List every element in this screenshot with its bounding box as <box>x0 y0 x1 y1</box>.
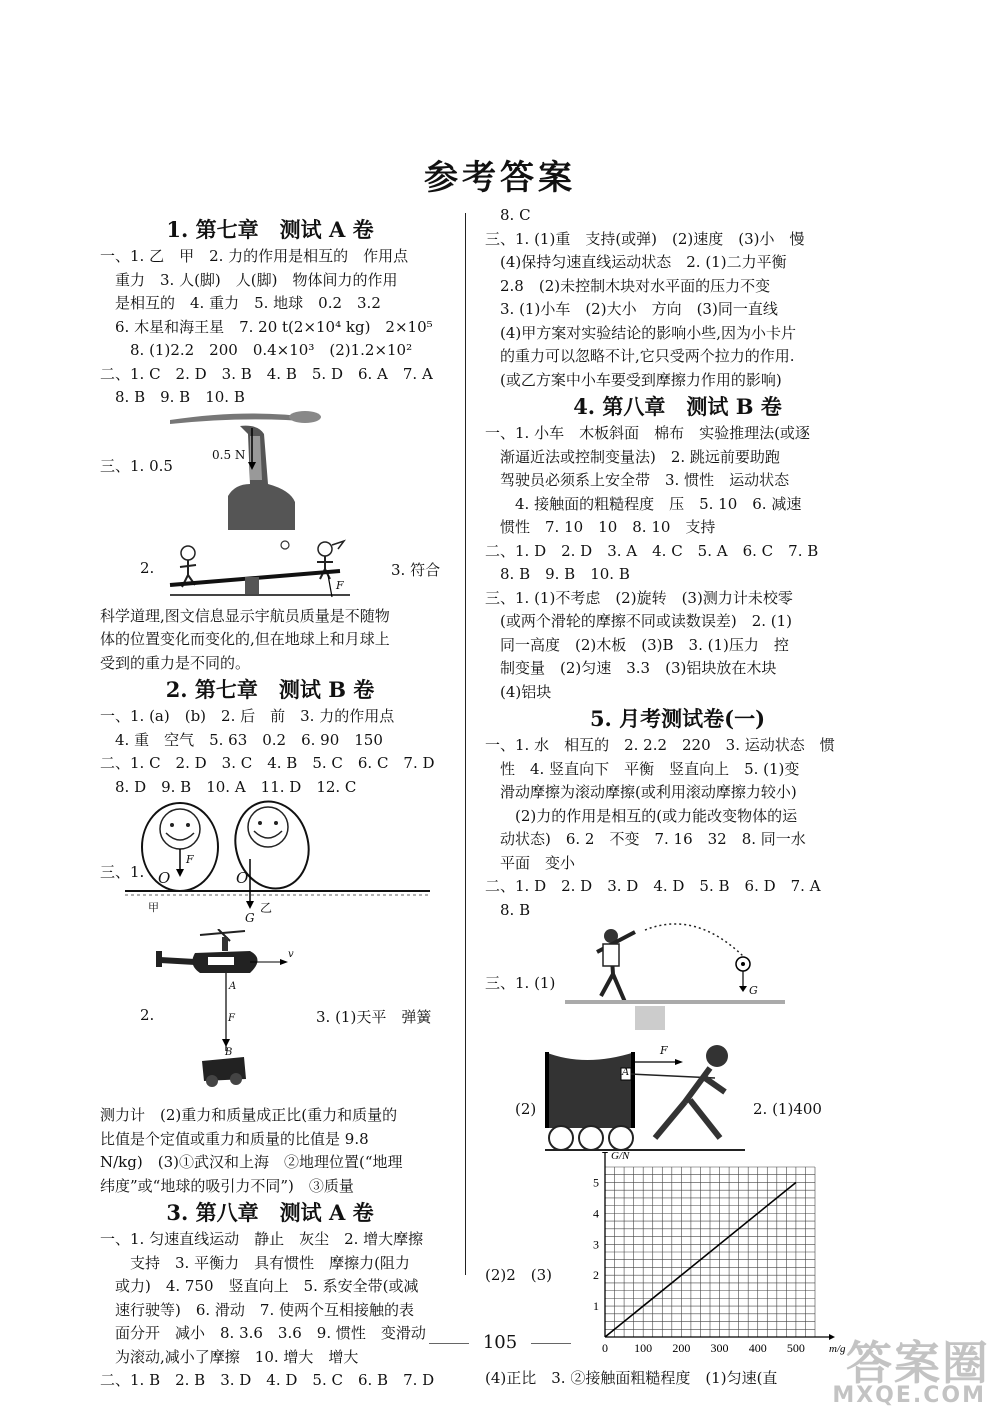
figure-label: 三、1. 0.5 <box>100 456 173 475</box>
answer-line: 的重力可以忽略不计,它只受两个拉力的作用. <box>485 347 795 365</box>
watermark-sub: MXQE.COM <box>832 1383 986 1408</box>
answer-line: 科学道理,图文信息显示宇航员质量是不随物 <box>100 606 390 625</box>
answer-line: 二、1. B 2. B 3. D 4. D 5. C 6. B 7. D <box>100 1371 435 1389</box>
answer-line: 平面 变小 <box>485 853 576 872</box>
answer-line: 8. B 9. B 10. B <box>100 388 245 406</box>
y-tick-label: 4 <box>593 1206 599 1221</box>
answer-line: 制变量 (2)匀速 3.3 (3)铝块放在木块 <box>485 659 777 677</box>
answer-line: 8. B <box>485 900 531 919</box>
y-tick-label: 1 <box>593 1299 599 1314</box>
answer-line: 体的位置变化而变化的,但在地球上和月球上 <box>100 630 390 648</box>
velocity-label: v <box>288 949 294 960</box>
x-tick-label: 400 <box>748 1341 767 1355</box>
answer-line: 纬度”或“地球的吸引力不同”) ③质量 <box>100 1176 354 1195</box>
answer-line: 8. B 9. B 10. B <box>485 565 630 583</box>
figure-suffix: 2. (1)400 <box>753 1100 822 1118</box>
answer-line: 8. C <box>485 206 531 224</box>
answer-line: 测力计 (2)重力和质量成正比(重力和质量的 <box>100 1106 398 1124</box>
left-column <box>100 215 440 1393</box>
y-tick-label: 5 <box>593 1175 599 1190</box>
section-title: 5. 月考测试卷(一) <box>589 706 766 731</box>
answer-line: 同一高度 (2)木板 (3)B 3. (1)压力 控 <box>485 635 789 654</box>
page-title: 参考答案 <box>424 158 576 198</box>
figure-label: 三、1. <box>100 863 145 881</box>
page-number-dash <box>429 1343 469 1344</box>
answer-line: 4. 重 空气 5. 63 0.2 6. 90 150 <box>100 730 383 749</box>
answer-line: 惯性 7. 10 10 8. 10 支持 <box>485 518 716 536</box>
seesaw-figure <box>100 535 440 605</box>
label-yi: 乙 <box>260 901 273 915</box>
finger-balance-figure <box>100 410 440 535</box>
y-axis-label: G/N <box>611 1152 630 1162</box>
force-label: 0.5 N <box>212 447 246 462</box>
section-title: 3. 第八章 测试 A 卷 <box>166 1200 374 1225</box>
cart-illustration <box>485 1042 870 1152</box>
answer-line: 动状态) 6. 2 不变 7. 16 32 8. 同一水 <box>485 830 806 848</box>
page-number-dash <box>531 1343 571 1344</box>
answer-line: 一、1. 小车 木板斜面 棉布 实验推理法(或逐 <box>485 424 810 442</box>
center-label: O <box>158 869 171 887</box>
cart-figure <box>485 1042 870 1152</box>
figure-label: 2. <box>140 1006 155 1024</box>
answer-line: N/kg) (3)①武汉和上海 ②地理位置(“地理 <box>100 1153 403 1171</box>
center-label: O <box>236 869 249 887</box>
answer-line: 一、1. 乙 甲 2. 力的作用是相互的 作用点 <box>100 247 409 265</box>
answer-line: 为滚动,减小了摩擦 10. 增大 增大 <box>100 1347 359 1366</box>
answer-line: (或乙方案中小车要受到摩擦力作用的影响) <box>485 370 782 389</box>
answer-line: 重力 3. 人(脚) 人(脚) 物体间力的作用 <box>100 270 398 289</box>
answer-line: 支持 3. 平衡力 具有惯性 摩擦力(阻力 <box>100 1253 410 1272</box>
answer-line: 3. (1)小车 (2)大小 方向 (3)同一直线 <box>485 300 778 318</box>
gravity-label: G <box>245 911 255 925</box>
x-tick-label: 100 <box>634 1341 653 1355</box>
answer-line: 8. (1)2.2 200 0.4×10³ (2)1.2×10² <box>100 341 413 359</box>
answer-line: 性 4. 竖直向下 平衡 竖直向上 5. (1)变 <box>485 759 800 778</box>
answer-line: 二、1. C 2. D 3. B 4. B 5. D 6. A 7. A <box>100 364 433 383</box>
force-label: F <box>186 853 194 866</box>
x-axis-label: m/g <box>829 1343 846 1355</box>
answer-line: (4)铝块 <box>485 682 552 701</box>
answer-line: 面分开 减小 8. 3.6 3.6 9. 惯性 变滑动 <box>100 1324 426 1342</box>
point-label: B <box>225 1047 233 1058</box>
section-title: 1. 第七章 测试 A 卷 <box>166 217 374 242</box>
x-tick-label: 300 <box>710 1341 729 1355</box>
answer-line: 8. D 9. B 10. A 11. D 12. C <box>100 777 357 796</box>
right-column <box>482 204 870 1391</box>
answer-line: (4)正比 3. ②接触面粗糙程度 (1)匀速(直 <box>485 1369 778 1387</box>
answer-line: 6. 木星和海王星 7. 20 t(2×10⁴ kg) 2×10⁵ <box>100 317 433 336</box>
answer-line: 滑动摩擦为滚动摩擦(或利用滚动摩擦力较小) <box>485 783 797 801</box>
answer-line: 二、1. D 2. D 3. D 4. D 5. B 6. D 7. A <box>485 877 821 895</box>
section-title: 4. 第八章 测试 B 卷 <box>573 394 782 419</box>
y-tick-label: 3 <box>593 1237 599 1252</box>
figure-label: (2) <box>515 1100 537 1118</box>
point-label: A <box>622 1067 630 1078</box>
answer-line: 驾驶员必须系上安全带 3. 惯性 运动状态 <box>485 471 790 489</box>
answer-line: 三、1. (1)不考虑 (2)旋转 (3)测力计未校零 <box>485 588 793 607</box>
chart-prefix: (2)2 (3) <box>485 1266 553 1284</box>
y-tick-label: 2 <box>593 1268 599 1283</box>
label-jia: 甲 <box>148 901 159 914</box>
answer-line: (4)甲方案对实验结论的影响小些,因为小卡片 <box>485 323 797 342</box>
force-label: F <box>336 578 344 592</box>
answer-line: 是相互的 4. 重力 5. 地球 0.2 3.2 <box>100 294 381 312</box>
answer-line: 受到的重力是不同的。 <box>100 653 251 672</box>
figure-suffix: 3. (1)天平 弹簧 <box>316 1008 432 1026</box>
answer-line: 比值是个定值或重力和质量的比值是 9.8 <box>100 1129 369 1148</box>
tumbler-figure <box>100 799 440 929</box>
helicopter-figure <box>100 929 440 1104</box>
y-axis-arrow <box>602 1152 608 1153</box>
x-tick-label: 0 <box>602 1341 608 1355</box>
figure-label: 三、1. (1) <box>485 974 556 992</box>
answer-line: 2.8 (2)未控制木块对水平面的压力不变 <box>485 276 771 295</box>
answer-line: 二、1. C 2. D 3. C 4. B 5. C 6. C 7. D <box>100 754 435 772</box>
answer-line: 渐逼近法或控制变量法) 2. 跳远前要助跑 <box>485 447 780 466</box>
section-title: 2. 第七章 测试 B 卷 <box>165 677 375 702</box>
column-divider <box>465 213 466 1275</box>
x-tick-label: 200 <box>672 1341 691 1355</box>
force-label: F <box>660 1044 668 1057</box>
answer-line: 一、1. 水 相互的 2. 2.2 220 3. 运动状态 惯 <box>485 736 835 754</box>
answer-line: (或两个滑轮的摩擦不同或读数误差) 2. (1) <box>485 612 793 630</box>
answer-line: 三、1. (1)重 支持(或弹) (2)速度 (3)小 慢 <box>485 229 805 248</box>
page-number-text: 105 <box>482 1332 518 1353</box>
answer-line: 二、1. D 2. D 3. A 4. C 5. A 6. C 7. B <box>485 541 819 560</box>
answer-line: 速行驶等) 6. 滑动 7. 使两个互相接触的表 <box>100 1300 415 1319</box>
force-label: F <box>228 1013 235 1024</box>
point-label: A <box>229 981 237 992</box>
answer-line: 或力) 4. 750 竖直向上 5. 系安全带(或减 <box>100 1277 419 1295</box>
answer-line: (4)保持匀速直线运动状态 2. (1)二力平衡 <box>485 253 787 271</box>
figure-suffix: 3. 符合 <box>391 560 441 579</box>
answer-line: 一、1. 匀速直线运动 静止 灰尘 2. 增大摩擦 <box>100 1230 424 1248</box>
answer-line: 一、1. (a) (b) 2. 后 前 3. 力的作用点 <box>100 707 395 725</box>
answer-line: 4. 接触面的粗糙程度 压 5. 10 6. 减速 <box>485 494 802 513</box>
watermark-main: 答案圈 <box>846 1336 990 1390</box>
figure-label: 2. <box>140 558 155 577</box>
answer-line: (2)力的作用是相互的(或力能改变物体的运 <box>485 806 798 825</box>
throw-figure <box>485 922 870 1042</box>
gravity-label: G <box>749 984 758 997</box>
x-tick-label: 500 <box>786 1341 805 1355</box>
